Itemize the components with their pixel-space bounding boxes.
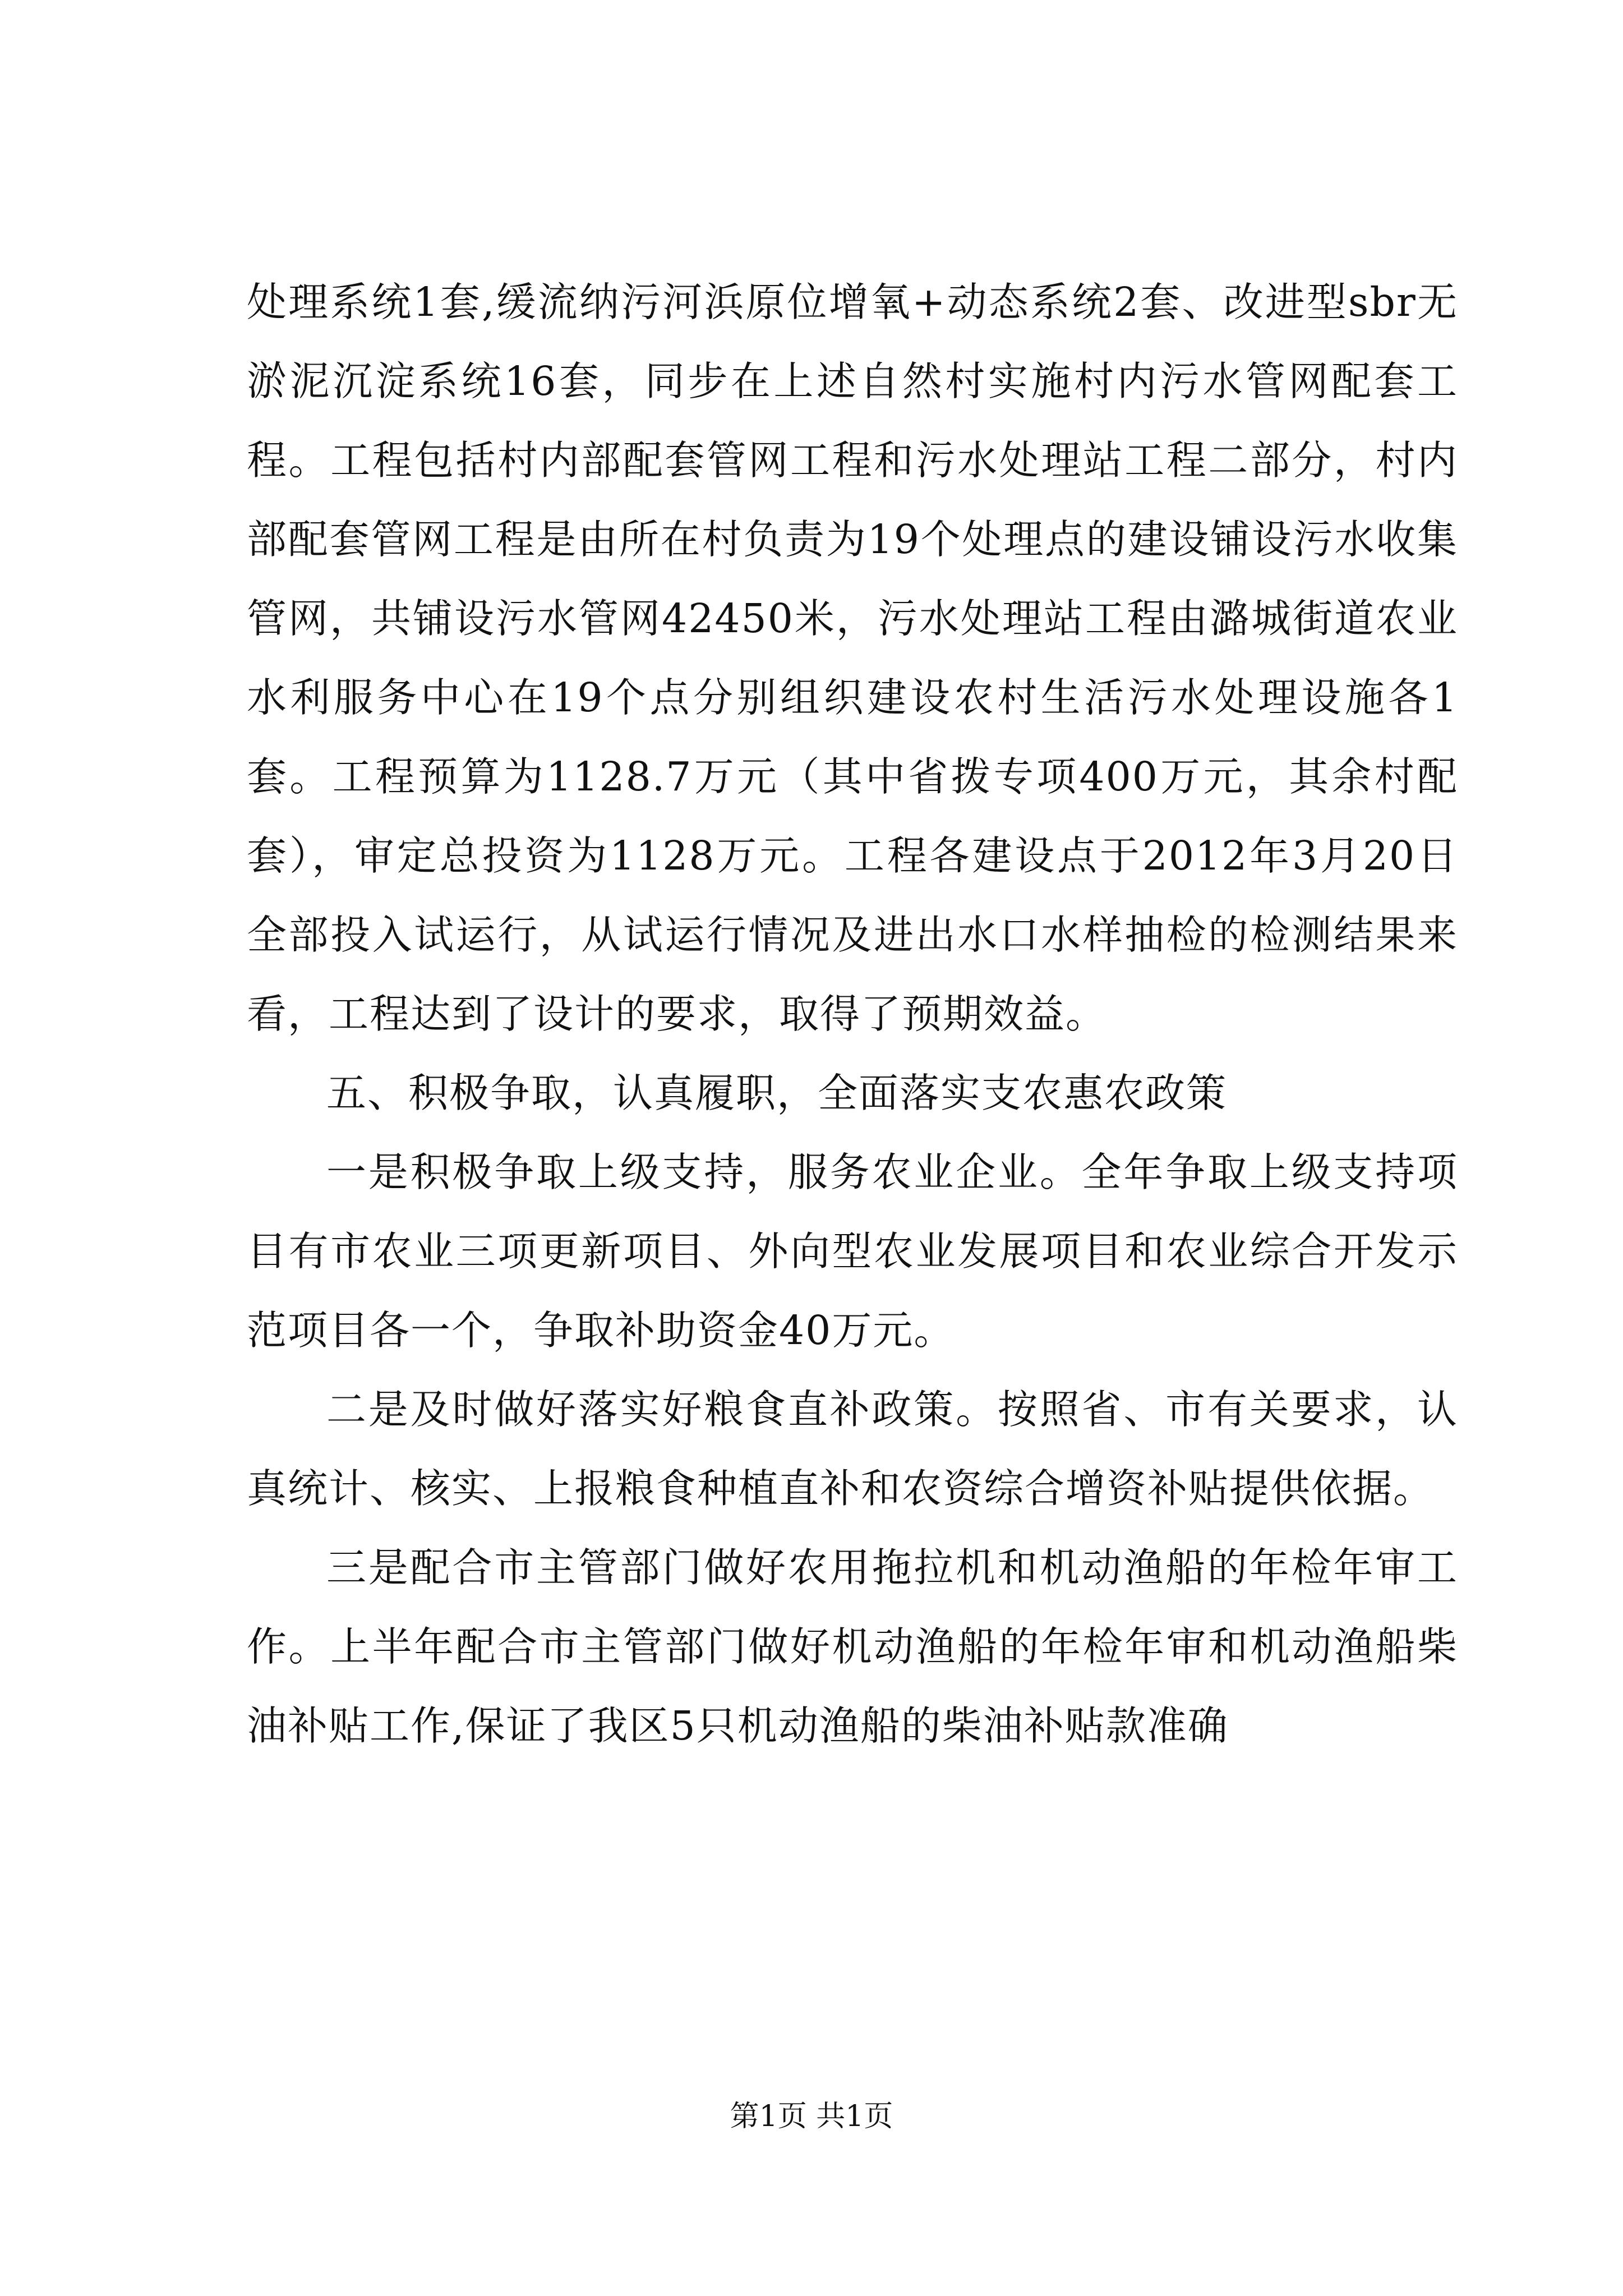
section-heading: 五、积极争取，认真履职，全面落实支农惠农政策: [326, 1070, 1228, 1116]
document-body: [247, 263, 1458, 1765]
paragraph-item-3: 三是配合市主管部门做好农用拖拉机和机动渔船的年检年审工作。上半年配合市主管部门做好机动渔船的年检年审和机动渔船柴油补贴工作,保证了我区5只机动渔船的柴油补贴款准确: [247, 1544, 1458, 1749]
paragraph-item-1: 一是积极争取上级支持，服务农业企业。全年争取上级支持项目有市农业三项更新项目、外向型农业发展项目和农业综合开发示范项目各一个，争取补助资金40万元。: [247, 1149, 1458, 1354]
paragraph-continued: 处理系统1套,缓流纳污河浜原位增氧+动态系统2套、改进型sbr无淤泥沉淀系统16套，同步在上述自然村实施村内污水管网配套工程。工程包括村内部配套管网工程和污水处理站工程二部分，村内部配套管网工程是由所在村负责为19个处理点的建设铺设污水收集管网，共铺设污水管网42450米，污水处理站工程由潞城街道农业水利服务中心在19个点分别组织建设农村生活污水处理设施各1套。工程预算为1128.7万元（其中省拨专项400万元，其余村配套），审定总投资为1128万元。工程各建设点于2012年3月20日全部投入试运行，从试运行情况及进出水口水样抽检的检测结果来看，工程达到了设计的要求，取得了预期效益。: [247, 279, 1458, 1037]
page-footer: 第1页 共1页: [730, 2100, 893, 2133]
paragraph-item-2: 二是及时做好落实好粮食直补政策。按照省、市有关要求，认真统计、核实、上报粮食种植直补和农资综合增资补贴提供依据。: [247, 1386, 1458, 1512]
